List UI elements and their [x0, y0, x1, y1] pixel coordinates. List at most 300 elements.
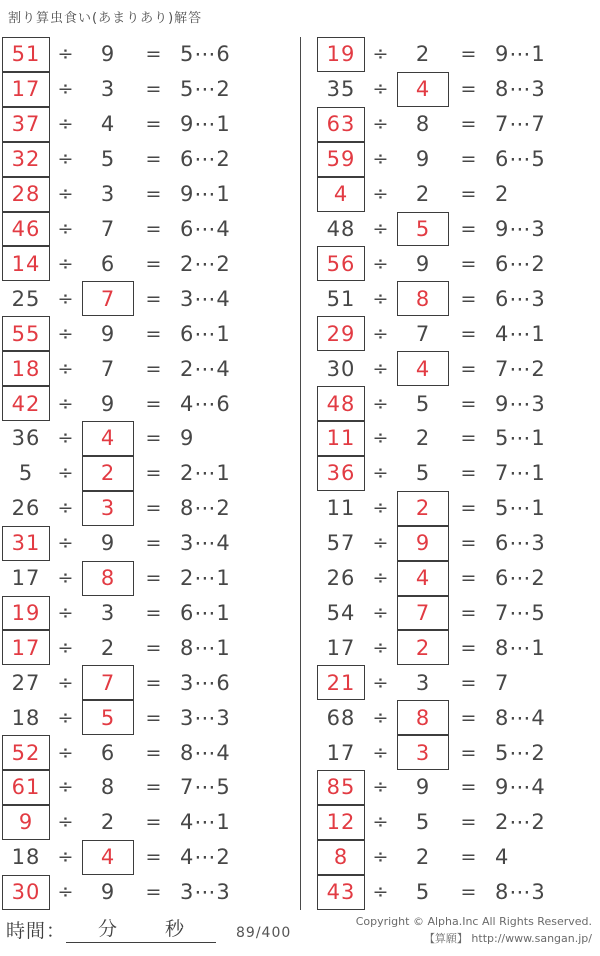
problem-row — [0, 630, 300, 665]
equals-sign: = — [145, 252, 163, 275]
divisor-value: 8 — [397, 700, 449, 735]
equals-sign: = — [460, 322, 478, 345]
minutes-label: 分 — [98, 918, 118, 940]
equals-sign: = — [145, 78, 163, 101]
result-value: 4⋯6 — [180, 391, 231, 416]
result-value: 4 — [495, 845, 510, 870]
problem-row — [301, 281, 600, 316]
divide-sign: ÷ — [372, 427, 390, 450]
copyright-line2: 【算願】 http://www.sangan.jp/ — [423, 931, 592, 945]
result-value: 5⋯6 — [180, 42, 231, 67]
problem-row — [301, 491, 600, 526]
equals-sign: = — [145, 671, 163, 694]
dividend-value: 11 — [317, 421, 365, 456]
dividend-value: 21 — [317, 665, 365, 700]
problem-row — [301, 386, 600, 421]
problem-row — [301, 316, 600, 351]
equals-sign: = — [460, 43, 478, 66]
divisor-value: 3 — [82, 491, 134, 526]
dividend-value: 54 — [326, 600, 356, 625]
equals-sign: = — [145, 427, 163, 450]
result-value: 7⋯2 — [495, 356, 546, 381]
equals-sign: = — [460, 567, 478, 590]
divisor-value: 5 — [100, 147, 116, 172]
equals-sign: = — [460, 811, 478, 834]
dividend-value: 19 — [2, 596, 50, 631]
divisor-value: 8 — [100, 775, 116, 800]
divide-sign: ÷ — [57, 811, 75, 834]
divide-sign: ÷ — [57, 567, 75, 590]
result-value: 7⋯5 — [495, 600, 546, 625]
dividend-value: 17 — [2, 72, 50, 107]
problem-row — [301, 246, 600, 281]
problem-row — [0, 596, 300, 631]
result-value: 6⋯2 — [495, 566, 546, 591]
equals-sign: = — [460, 392, 478, 415]
divisor-value: 7 — [415, 321, 431, 346]
divide-sign: ÷ — [57, 671, 75, 694]
problem-row — [0, 735, 300, 770]
divide-sign: ÷ — [372, 706, 390, 729]
divide-sign: ÷ — [372, 183, 390, 206]
divisor-value: 9 — [100, 391, 116, 416]
problem-row — [301, 351, 600, 386]
problem-row — [301, 735, 600, 770]
divisor-value: 8 — [415, 112, 431, 137]
equals-sign: = — [460, 741, 478, 764]
problem-row — [0, 212, 300, 247]
divisor-value: 5 — [415, 810, 431, 835]
divide-sign: ÷ — [57, 392, 75, 415]
divide-sign: ÷ — [57, 601, 75, 624]
divisor-value: 2 — [415, 845, 431, 870]
problem-row — [301, 421, 600, 456]
page-title: 割り算虫食い(あまりあり)解答 — [8, 11, 203, 26]
divide-sign: ÷ — [372, 532, 390, 555]
equals-sign: = — [460, 601, 478, 624]
dividend-value: 18 — [11, 845, 41, 870]
result-value: 5⋯2 — [495, 740, 546, 765]
result-value: 6⋯4 — [180, 216, 231, 241]
dividend-value: 11 — [326, 496, 356, 521]
divisor-value: 6 — [100, 251, 116, 276]
result-value: 2⋯1 — [180, 461, 231, 486]
equals-sign: = — [145, 113, 163, 136]
dividend-value: 17 — [2, 630, 50, 665]
dividend-value: 48 — [317, 386, 365, 421]
divisor-value: 4 — [397, 561, 449, 596]
dividend-value: 14 — [2, 246, 50, 281]
dividend-value: 12 — [317, 805, 365, 840]
divisor-value: 2 — [397, 491, 449, 526]
equals-sign: = — [145, 776, 163, 799]
divide-sign: ÷ — [57, 706, 75, 729]
dividend-value: 4 — [317, 177, 365, 212]
result-value: 8⋯3 — [495, 880, 546, 905]
divisor-value: 2 — [415, 182, 431, 207]
dividend-value: 26 — [326, 566, 356, 591]
equals-sign: = — [145, 706, 163, 729]
result-value: 3⋯3 — [180, 705, 231, 730]
divisor-value: 5 — [82, 700, 134, 735]
problem-row — [301, 665, 600, 700]
divisor-value: 4 — [82, 421, 134, 456]
divisor-value: 3 — [100, 77, 116, 102]
divide-sign: ÷ — [57, 148, 75, 171]
equals-sign: = — [145, 567, 163, 590]
divide-sign: ÷ — [57, 113, 75, 136]
divisor-value: 6 — [100, 740, 116, 765]
divide-sign: ÷ — [57, 532, 75, 555]
dividend-value: 27 — [11, 670, 41, 695]
divisor-value: 9 — [100, 321, 116, 346]
divide-sign: ÷ — [372, 741, 390, 764]
problem-row — [301, 37, 600, 72]
dividend-value: 48 — [326, 216, 356, 241]
dividend-value: 5 — [18, 461, 34, 486]
divide-sign: ÷ — [372, 601, 390, 624]
dividend-value: 31 — [2, 526, 50, 561]
divisor-value: 5 — [397, 212, 449, 247]
divide-sign: ÷ — [372, 636, 390, 659]
problem-row — [0, 37, 300, 72]
divisor-value: 9 — [100, 880, 116, 905]
equals-sign: = — [145, 43, 163, 66]
problem-row — [301, 456, 600, 491]
result-value: 7⋯7 — [495, 112, 546, 137]
divisor-value: 2 — [415, 426, 431, 451]
dividend-value: 29 — [317, 316, 365, 351]
equals-sign: = — [145, 183, 163, 206]
dividend-value: 51 — [326, 286, 356, 311]
problem-row — [0, 665, 300, 700]
problem-row — [0, 700, 300, 735]
dividend-value: 68 — [326, 705, 356, 730]
result-value: 4⋯1 — [180, 810, 231, 835]
divisor-value: 7 — [397, 596, 449, 631]
equals-sign: = — [145, 217, 163, 240]
divide-sign: ÷ — [372, 881, 390, 904]
result-value: 3⋯4 — [180, 286, 231, 311]
dividend-value: 30 — [2, 875, 50, 910]
equals-sign: = — [145, 497, 163, 520]
dividend-value: 17 — [326, 740, 356, 765]
equals-sign: = — [460, 183, 478, 206]
equals-sign: = — [460, 113, 478, 136]
dividend-value: 56 — [317, 246, 365, 281]
result-value: 9⋯1 — [180, 112, 231, 137]
divide-sign: ÷ — [57, 776, 75, 799]
dividend-value: 19 — [317, 37, 365, 72]
problem-row — [0, 72, 300, 107]
dividend-value: 46 — [2, 212, 50, 247]
divide-sign: ÷ — [57, 497, 75, 520]
equals-sign: = — [460, 427, 478, 450]
result-value: 9⋯3 — [495, 216, 546, 241]
result-value: 6⋯2 — [495, 251, 546, 276]
dividend-value: 17 — [11, 566, 41, 591]
problem-row — [301, 177, 600, 212]
result-value: 2⋯4 — [180, 356, 231, 381]
divisor-value: 7 — [82, 665, 134, 700]
dividend-value: 59 — [317, 142, 365, 177]
result-value: 9⋯1 — [180, 182, 231, 207]
divisor-value: 8 — [82, 561, 134, 596]
result-value: 2⋯2 — [180, 251, 231, 276]
result-value: 4⋯2 — [180, 845, 231, 870]
problem-row — [301, 561, 600, 596]
divisor-value: 4 — [100, 112, 116, 137]
divisor-value: 8 — [397, 281, 449, 316]
dividend-value: 25 — [11, 286, 41, 311]
divisor-value: 2 — [100, 635, 116, 660]
divide-sign: ÷ — [372, 567, 390, 590]
problem-row — [0, 107, 300, 142]
divisor-value: 9 — [415, 147, 431, 172]
dividend-value: 43 — [317, 875, 365, 910]
divide-sign: ÷ — [57, 217, 75, 240]
problem-row — [0, 281, 300, 316]
result-value: 8⋯1 — [180, 635, 231, 660]
dividend-value: 30 — [326, 356, 356, 381]
divisor-value: 7 — [82, 281, 134, 316]
problem-row — [0, 142, 300, 177]
equals-sign: = — [145, 881, 163, 904]
problem-row — [301, 840, 600, 875]
result-value: 2⋯2 — [495, 810, 546, 835]
dividend-value: 63 — [317, 107, 365, 142]
worksheet-footer — [0, 910, 600, 956]
problem-row — [301, 72, 600, 107]
equals-sign: = — [145, 846, 163, 869]
problem-row — [301, 875, 600, 910]
problem-row — [0, 805, 300, 840]
divide-sign: ÷ — [57, 636, 75, 659]
divide-sign: ÷ — [372, 392, 390, 415]
divide-sign: ÷ — [57, 462, 75, 485]
result-value: 6⋯3 — [495, 531, 546, 556]
problem-row — [0, 840, 300, 875]
equals-sign: = — [460, 776, 478, 799]
equals-sign: = — [145, 741, 163, 764]
divide-sign: ÷ — [57, 43, 75, 66]
result-value: 6⋯1 — [180, 321, 231, 346]
problem-row — [0, 561, 300, 596]
problem-row — [301, 770, 600, 805]
divisor-value: 3 — [100, 182, 116, 207]
dividend-value: 61 — [2, 770, 50, 805]
equals-sign: = — [145, 462, 163, 485]
divisor-value: 4 — [82, 840, 134, 875]
problem-row — [0, 386, 300, 421]
result-value: 8⋯3 — [495, 77, 546, 102]
divisor-value: 2 — [397, 630, 449, 665]
problems-column-right — [300, 37, 600, 910]
equals-sign: = — [460, 636, 478, 659]
result-value: 3⋯3 — [180, 880, 231, 905]
divide-sign: ÷ — [372, 113, 390, 136]
equals-sign: = — [145, 322, 163, 345]
result-value: 4⋯1 — [495, 321, 546, 346]
result-value: 5⋯1 — [495, 496, 546, 521]
problems-column-left — [0, 37, 300, 910]
time-label: 時間： — [6, 920, 67, 942]
divisor-value: 9 — [397, 526, 449, 561]
divide-sign: ÷ — [372, 217, 390, 240]
divisor-value: 7 — [100, 216, 116, 241]
divisor-value: 9 — [415, 775, 431, 800]
divide-sign: ÷ — [372, 78, 390, 101]
equals-sign: = — [145, 532, 163, 555]
problem-row — [0, 177, 300, 212]
dividend-value: 35 — [326, 77, 356, 102]
result-value: 7⋯1 — [495, 461, 546, 486]
problem-row — [301, 630, 600, 665]
result-value: 8⋯4 — [495, 705, 546, 730]
result-value: 6⋯3 — [495, 286, 546, 311]
dividend-value: 9 — [2, 805, 50, 840]
result-value: 8⋯2 — [180, 496, 231, 521]
equals-sign: = — [460, 78, 478, 101]
dividend-value: 42 — [2, 386, 50, 421]
result-value: 6⋯2 — [180, 147, 231, 172]
result-value: 3⋯6 — [180, 670, 231, 695]
result-value: 5⋯1 — [495, 426, 546, 451]
worksheet-header — [0, 0, 600, 37]
divide-sign: ÷ — [57, 357, 75, 380]
divide-sign: ÷ — [372, 287, 390, 310]
problem-row — [301, 142, 600, 177]
result-value: 6⋯5 — [495, 147, 546, 172]
result-value: 6⋯1 — [180, 600, 231, 625]
divisor-value: 5 — [415, 880, 431, 905]
divide-sign: ÷ — [372, 776, 390, 799]
equals-sign: = — [145, 148, 163, 171]
divisor-value: 3 — [397, 735, 449, 770]
dividend-value: 37 — [2, 107, 50, 142]
dividend-value: 36 — [317, 456, 365, 491]
divisor-value: 2 — [100, 810, 116, 835]
dividend-value: 85 — [317, 770, 365, 805]
divide-sign: ÷ — [372, 252, 390, 275]
result-value: 9 — [180, 426, 195, 451]
divide-sign: ÷ — [57, 322, 75, 345]
seconds-label: 秒 — [165, 918, 185, 940]
page-number: 89/400 — [236, 925, 292, 941]
problem-row — [0, 875, 300, 910]
problem-row — [0, 526, 300, 561]
result-value: 5⋯2 — [180, 77, 231, 102]
result-value: 8⋯4 — [180, 740, 231, 765]
divisor-value: 2 — [82, 456, 134, 491]
problem-row — [301, 596, 600, 631]
problem-row — [301, 805, 600, 840]
copyright-block — [356, 914, 592, 947]
divisor-value: 2 — [415, 42, 431, 67]
equals-sign: = — [460, 706, 478, 729]
divide-sign: ÷ — [57, 287, 75, 310]
divisor-value: 5 — [415, 391, 431, 416]
divide-sign: ÷ — [372, 43, 390, 66]
divisor-value: 4 — [397, 72, 449, 107]
result-value: 7⋯5 — [180, 775, 231, 800]
equals-sign: = — [145, 392, 163, 415]
result-value: 3⋯4 — [180, 531, 231, 556]
equals-sign: = — [460, 148, 478, 171]
problem-row — [301, 212, 600, 247]
divisor-value: 9 — [415, 251, 431, 276]
equals-sign: = — [460, 532, 478, 555]
copyright-line1: Copyright © Alpha.Inc All Rights Reserved. — [355, 915, 592, 928]
problem-row — [0, 351, 300, 386]
result-value: 9⋯1 — [495, 42, 546, 67]
dividend-value: 8 — [317, 840, 365, 875]
dividend-value: 17 — [326, 635, 356, 660]
problem-row — [301, 526, 600, 561]
divisor-value: 7 — [100, 356, 116, 381]
equals-sign: = — [460, 252, 478, 275]
divide-sign: ÷ — [372, 148, 390, 171]
result-value: 9⋯4 — [495, 775, 546, 800]
dividend-value: 32 — [2, 142, 50, 177]
divisor-value: 3 — [415, 670, 431, 695]
equals-sign: = — [460, 846, 478, 869]
divisor-value: 9 — [100, 42, 116, 67]
dividend-value: 36 — [11, 426, 41, 451]
equals-sign: = — [145, 636, 163, 659]
divide-sign: ÷ — [372, 357, 390, 380]
equals-sign: = — [460, 462, 478, 485]
time-blank-line — [66, 914, 216, 943]
equals-sign: = — [145, 287, 163, 310]
equals-sign: = — [460, 671, 478, 694]
divide-sign: ÷ — [372, 462, 390, 485]
divisor-value: 3 — [100, 600, 116, 625]
divide-sign: ÷ — [57, 78, 75, 101]
divide-sign: ÷ — [57, 252, 75, 275]
divide-sign: ÷ — [57, 183, 75, 206]
equals-sign: = — [460, 881, 478, 904]
result-value: 2 — [495, 182, 510, 207]
divide-sign: ÷ — [57, 427, 75, 450]
dividend-value: 28 — [2, 177, 50, 212]
problem-row — [0, 770, 300, 805]
dividend-value: 26 — [11, 496, 41, 521]
problem-row — [0, 246, 300, 281]
divisor-value: 9 — [100, 531, 116, 556]
divide-sign: ÷ — [372, 846, 390, 869]
equals-sign: = — [460, 357, 478, 380]
divide-sign: ÷ — [57, 881, 75, 904]
divisor-value: 5 — [415, 461, 431, 486]
equals-sign: = — [145, 811, 163, 834]
equals-sign: = — [460, 287, 478, 310]
divide-sign: ÷ — [372, 497, 390, 520]
problem-row — [0, 456, 300, 491]
time-entry — [6, 914, 291, 943]
equals-sign: = — [460, 217, 478, 240]
dividend-value: 51 — [2, 37, 50, 72]
result-value: 9⋯3 — [495, 391, 546, 416]
problem-row — [0, 316, 300, 351]
result-value: 8⋯1 — [495, 635, 546, 660]
divide-sign: ÷ — [372, 671, 390, 694]
divide-sign: ÷ — [372, 811, 390, 834]
equals-sign: = — [145, 357, 163, 380]
dividend-value: 52 — [2, 735, 50, 770]
problem-row — [301, 700, 600, 735]
result-value: 2⋯1 — [180, 566, 231, 591]
